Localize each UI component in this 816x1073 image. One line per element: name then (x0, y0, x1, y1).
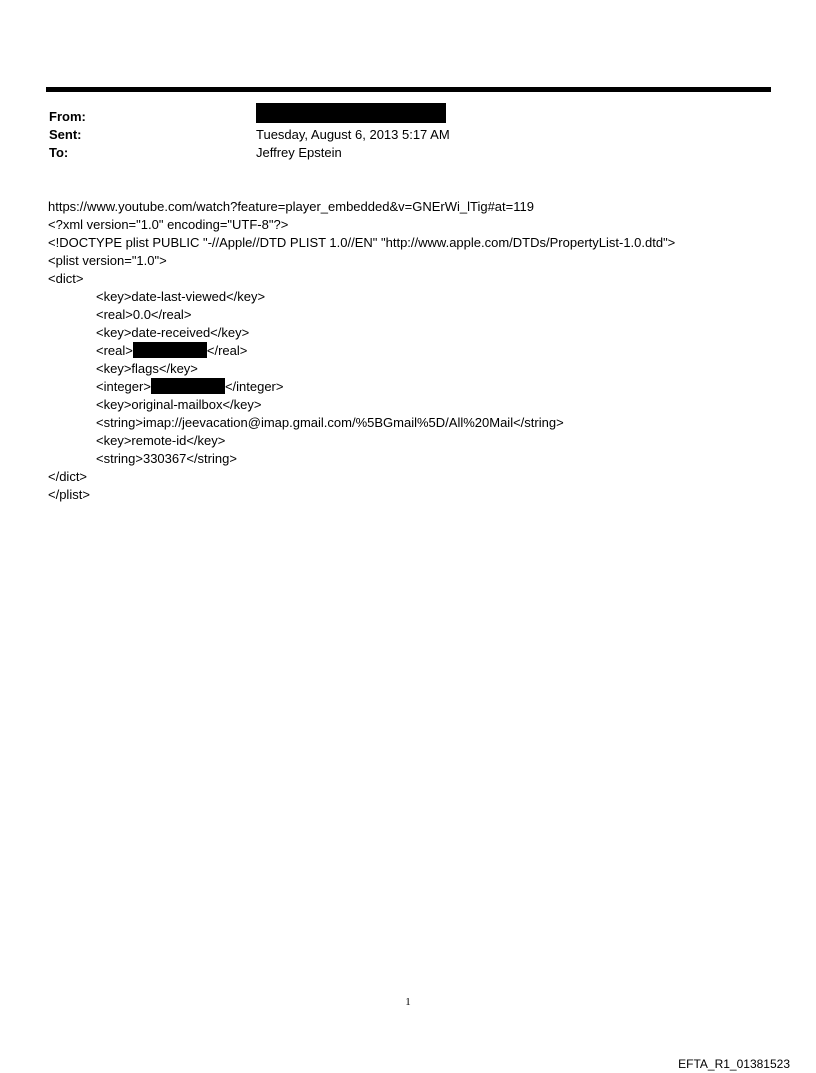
string-remote-id: <string>330367</string> (96, 451, 237, 466)
key-original-mailbox: <key>original-mailbox</key> (96, 397, 262, 412)
integer-redaction (151, 378, 225, 394)
integer-close-tag: </integer> (224, 379, 284, 394)
to-label: To: (49, 145, 69, 160)
key-flags: <key>flags</key> (96, 361, 198, 376)
key-date-received: <key>date-received</key> (96, 325, 250, 340)
dict-open: <dict> (48, 271, 84, 286)
doctype-line: <!DOCTYPE plist PUBLIC "-//Apple//DTD PLIST 1.0//EN" "http://www.apple.com/DTDs/PropertyList-1.0.dtd"> (48, 235, 676, 250)
to-value: Jeffrey Epstein (256, 145, 342, 160)
key-remote-id: <key>remote-id</key> (96, 433, 226, 448)
key-date-last-viewed: <key>date-last-viewed</key> (96, 289, 266, 304)
real-redaction (133, 342, 207, 358)
integer-open-tag: <integer> (96, 379, 151, 394)
xml-declaration: <?xml version="1.0" encoding="UTF-8"?> (48, 217, 289, 232)
bates-number: EFTA_R1_01381523 (678, 1057, 790, 1071)
page-number: 1 (405, 996, 411, 1008)
plist-close: </plist> (48, 487, 90, 502)
email-body (48, 198, 788, 504)
plist-open: <plist version="1.0"> (48, 253, 167, 268)
real-zero: <real>0.0</real> (96, 307, 192, 322)
real-redacted-line (48, 342, 788, 360)
real-open-tag: <real> (96, 343, 133, 358)
sent-value: Tuesday, August 6, 2013 5:17 AM (256, 127, 450, 142)
from-label: From: (49, 109, 86, 124)
dict-close: </dict> (48, 469, 88, 484)
string-mailbox: <string>imap://jeevacation@imap.gmail.com/%5BGmail%5D/All%20Mail</string> (96, 415, 564, 430)
from-redaction (256, 103, 446, 123)
integer-redacted-line (48, 378, 788, 396)
sent-label: Sent: (49, 127, 82, 142)
real-close-tag: </real> (206, 343, 248, 358)
url-line[interactable]: https://www.youtube.com/watch?feature=player_embedded&v=GNErWi_lTig#at=119 (48, 199, 534, 214)
header-divider (46, 87, 771, 92)
